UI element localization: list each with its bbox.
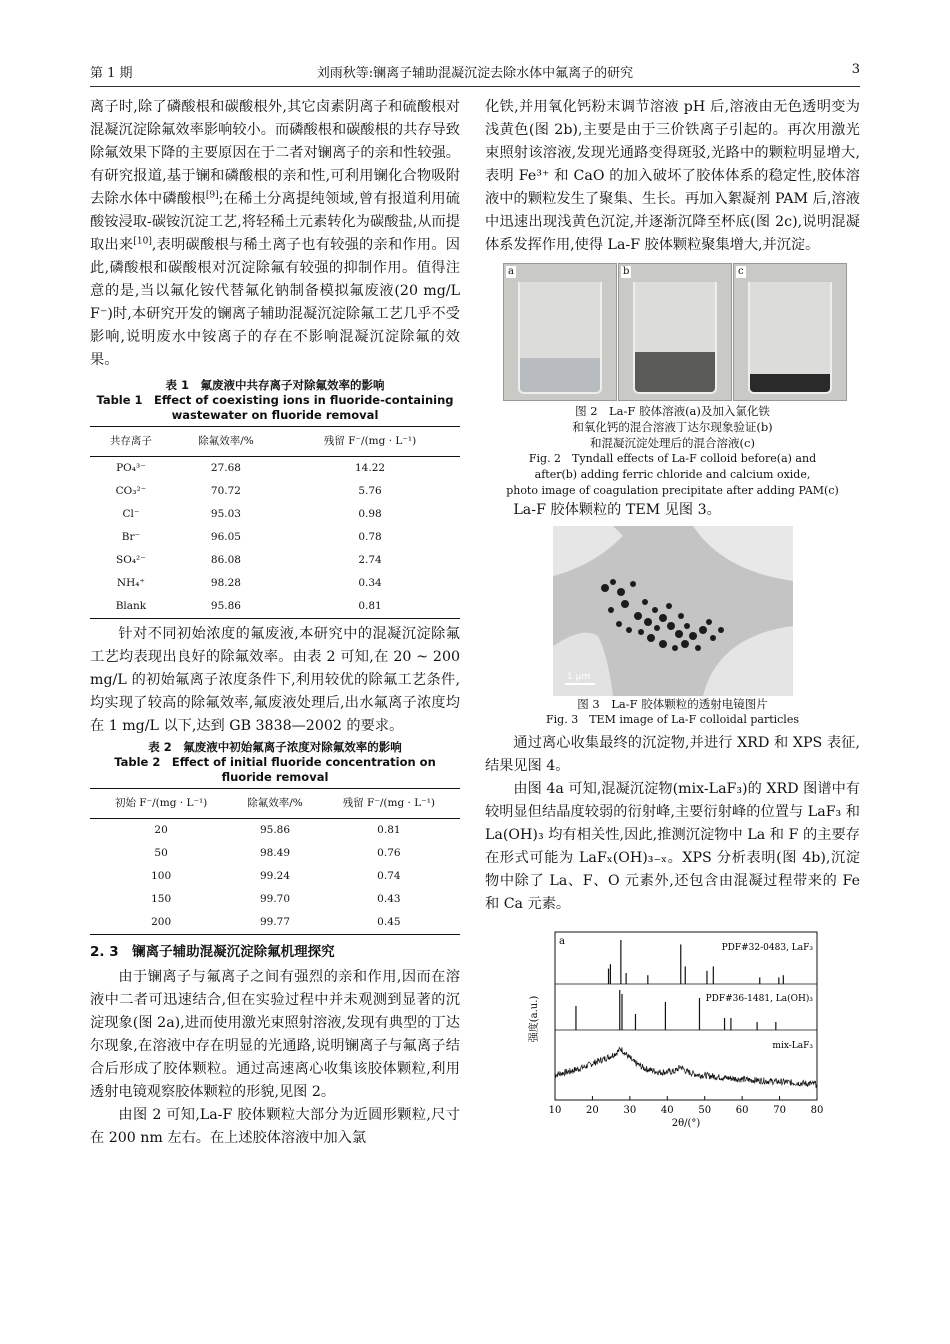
citation: [10] <box>133 236 152 247</box>
xrd-plot <box>525 924 825 1129</box>
figure-3-caption-cn: 图 3 La-F 胶体颗粒的透射电镜图片 <box>577 697 768 711</box>
table-row <box>90 888 460 911</box>
table-caption-en: Table 1 Effect of coexisting ions in fluoride-containing wastewater on fluoride removal <box>96 393 454 422</box>
table-row <box>90 572 460 595</box>
column-header: 初始 F⁻/(mg · L⁻¹) <box>90 789 232 819</box>
x-tick-label: 70 <box>773 1105 786 1116</box>
table-cell: 200 <box>90 911 232 935</box>
photo-c <box>733 263 847 401</box>
header-rule <box>90 86 860 87</box>
table-cell: Blank <box>90 595 172 619</box>
x-axis-label: 2θ/(°) <box>671 1118 701 1129</box>
table-cell: 98.28 <box>210 577 241 589</box>
beaker-c <box>748 282 832 394</box>
xrd-marks <box>549 940 824 1116</box>
precipitate-c <box>750 374 830 392</box>
table-row <box>90 842 460 865</box>
table-cell: 95.86 <box>259 824 291 836</box>
photo-label: b <box>623 266 630 277</box>
legend-mix-laf3: mix-LaF₃ <box>772 1041 813 1051</box>
text-run: ;在稀土分离提纯领域,曾有报道利用硫酸铵浸取-碳铵沉淀工艺,将轻稀土元素转化为碳酸盐,从而提取出来 <box>90 191 460 253</box>
photo-label: c <box>738 266 744 277</box>
paragraph-mechanism: 由于镧离子与氟离子之间有强烈的亲和作用,因而在溶液中二者可迅速结合,但在实验过程中并未观测到显著的沉淀现象(图 2a),进而使用激光束照射溶液,发现有典型的丁达尔现象,在溶液中存在明显的光通路,说明镧离子与氟离子结合后形成了胶体颗粒。通过高速离心收集该胶体颗粒,利用透射电镜观察胶体颗粒的形貌,见图 2。 <box>90 969 460 1100</box>
paragraph-initial-concentration: 针对不同初始浓度的氟废液,本研究中的混凝沉淀除氟工艺均表现出良好的除氟效率。由表 2 可知,在 20 ~ 200 mg/L 的初始氟离子浓度条件下,利用较优的除氟工艺条件,均实现了较高的除氟效率,氟废液处理后,出水氟离子浓度均在 1 mg/L 以下,达到 GB 3838—2002 的要求。 <box>90 626 460 734</box>
legend-la-oh3: PDF#36-1481, La(OH)₃ <box>705 994 813 1004</box>
x-tick-label: 40 <box>660 1105 674 1116</box>
table-2-grid <box>90 788 460 935</box>
caption-line: Fig. 2 Tyndall effects of La-F colloid before(a) and <box>528 452 817 465</box>
table-caption-cn: 表 1 氟废液中共存离子对除氟效率的影响 <box>165 378 385 392</box>
table-cell: 0.81 <box>377 824 401 836</box>
photo-label: a <box>508 266 514 277</box>
legend-laf3: PDF#32-0483, LaF₃ <box>721 943 813 953</box>
table-caption-cn: 表 2 氟废液中初始氟离子浓度对除氟效率的影响 <box>148 740 402 754</box>
page-number: 3 <box>851 62 860 77</box>
running-title: 刘雨秋等:镧离子辅助混凝沉淀去除水体中氟离子的研究 <box>316 66 634 81</box>
table-cell: 99.70 <box>259 893 291 905</box>
table-cell: NH₄⁺ <box>116 577 145 589</box>
table-cell: 0.34 <box>358 577 382 589</box>
table-cell: 0.43 <box>377 893 401 905</box>
table-cell: 0.74 <box>377 870 401 882</box>
table-cell: 70.72 <box>210 485 241 497</box>
tem-micrograph <box>553 526 793 696</box>
paragraph-coexisting-ions <box>90 96 460 372</box>
x-tick-label: 80 <box>810 1105 824 1116</box>
table-cell: Cl⁻ <box>122 508 140 520</box>
table-cell: 99.77 <box>232 911 318 935</box>
paragraph-tem-intro: La-F 胶体颗粒的 TEM 见图 3。 <box>513 502 721 518</box>
table-cell: SO₄²⁻ <box>116 554 146 566</box>
caption-line: photo image of coagulation precipitate after adding PAM(c) <box>506 484 839 497</box>
figure-2-photos <box>485 263 860 403</box>
beaker-a <box>518 282 602 394</box>
table-cell: 2.74 <box>358 554 382 566</box>
table-cell: 95.86 <box>172 595 280 619</box>
table-row <box>90 865 460 888</box>
table-cell: 98.49 <box>259 847 291 859</box>
photo-a <box>503 263 617 401</box>
plot-frame <box>555 932 817 1100</box>
scale-bar-label: 1 μm <box>566 672 590 682</box>
tem-image <box>553 526 793 696</box>
left-column <box>90 96 460 1150</box>
table-cell: 95.03 <box>210 508 241 520</box>
figure-2-caption-cn <box>485 403 860 451</box>
beaker-b <box>633 282 717 394</box>
table-row <box>90 503 460 526</box>
paragraph-fig2-discussion: 由图 2 可知,La-F 胶体颗粒大部分为近圆形颗粒,尺寸在 200 nm 左右。在上述胶体溶液中加入氯 <box>90 1107 460 1146</box>
table-caption-en: Table 2 Effect of initial fluoride concentration on fluoride removal <box>114 755 436 784</box>
table-cell: Br⁻ <box>121 531 141 543</box>
table-cell: 96.05 <box>210 531 241 543</box>
table-row <box>90 819 460 843</box>
panel-label: a <box>559 936 565 947</box>
right-column <box>485 96 860 1129</box>
table-cell: 86.08 <box>210 554 241 566</box>
table-2 <box>90 740 460 935</box>
table-cell: 0.81 <box>280 595 460 619</box>
x-tick-label: 30 <box>623 1105 637 1116</box>
issue-number: 第 1 期 <box>90 66 133 81</box>
photo-b <box>618 263 732 401</box>
table-cell: 99.24 <box>259 870 291 882</box>
table-1-grid <box>90 426 460 619</box>
figure-3-caption-en: Fig. 3 TEM image of La-F colloidal particles <box>546 713 799 726</box>
mix-laf3-pattern <box>555 1047 817 1087</box>
column-header: 残留 F⁻/(mg · L⁻¹) <box>318 789 460 819</box>
table-cell: 0.76 <box>377 847 401 859</box>
caption-line: 和混凝沉淀处理后的混合溶液(c) <box>590 436 755 450</box>
x-tick-label: 10 <box>548 1105 562 1116</box>
table-cell: 20 <box>154 824 168 836</box>
x-tick-label: 20 <box>586 1105 599 1116</box>
column-header: 除氟效率/% <box>172 427 280 457</box>
section-heading: 2. 3 镧离子辅助混凝沉淀除氟机理探究 <box>90 944 335 960</box>
y-axis-label: 强度(a.u.) <box>529 995 540 1043</box>
table-row <box>90 595 460 619</box>
table-cell: 150 <box>151 893 172 905</box>
table-cell: PO₄³⁻ <box>116 462 146 474</box>
table-cell: 100 <box>151 870 172 882</box>
table-row <box>90 457 460 481</box>
table-1 <box>90 378 460 619</box>
caption-line: 图 2 La-F 胶体溶液(a)及加入氯化铁 <box>575 404 770 418</box>
paragraph-xrd-analysis: 由图 4a 可知,混凝沉淀物(mix-LaF₃)的 XRD 图谱中有较明显但结晶度较弱的衍射峰,主要衍射峰的位置与 LaF₃ 和 La(OH)₃ 均有相关性,因此,推测沉淀物中 La 和 F 的主要存在形式可能为 LaFₓ(OH)₃₋ₓ。XPS 分析表明(图 4b),沉淀物中除了 La、F、O 元素外,还包含由混凝过程带来的 Fe 和 Ca 元素。 <box>485 781 860 912</box>
table-row <box>90 480 460 503</box>
caption-line: 和氧化钙的混合溶液丁达尔现象验证(b) <box>572 420 773 434</box>
xrd-chart <box>525 924 825 1129</box>
text-run: ,表明碳酸根与稀土离子也有较强的亲和作用。因此,磷酸根和碳酸根对沉淀除氟有较强的抑制作用。值得注意的是,当以氟化铵代替氟化钠制备模拟氟废液(20 mg/L F⁻)时,本研究开发的镧离子辅助混凝沉淀除氟工艺几乎不受影响,说明废水中铵离子的存在不影响混凝沉淀除氟的效果。 <box>90 237 460 368</box>
x-tick-label: 50 <box>698 1105 712 1116</box>
table-row <box>90 526 460 549</box>
table-cell: 0.98 <box>358 508 382 520</box>
solution-a <box>520 358 600 392</box>
text-run: 离子时,除了磷酸根和碳酸根外,其它卤素阴离子和硫酸根对混凝沉淀除氟效率影响较小。而磷酸根和碳酸根的共存导致除氟效果下降的主要原因在于二者对镧离子的亲和性较强。有研究报道,基于镧和磷酸根的亲和性,可利用镧化合物吸附去除水体中磷酸根 <box>90 99 460 207</box>
citation: [9] <box>205 190 219 201</box>
table-cell: 14.22 <box>355 462 386 474</box>
column-header: 残留 F⁻/(mg · L⁻¹) <box>280 427 460 457</box>
x-tick-label: 60 <box>735 1105 749 1116</box>
table-cell: 5.76 <box>358 485 382 497</box>
column-header: 共存离子 <box>90 427 172 457</box>
table-row <box>90 911 460 935</box>
paragraph-ferric-chloride: 化铁,并用氧化钙粉末调节溶液 pH 后,溶液由无色透明变为浅黄色(图 2b),主要是由于三价铁离子引起的。再次用激光束照射该溶液,发现光通路变得斑驳,光路中的颗粒明显增大,表明 Fe³⁺ 和 CaO 的加入破坏了胶体体系的稳定性,胶体溶液中的颗粒发生了聚集、生长。再加入絮凝剂 PAM 后,溶液中迅速出现浅黄色沉淀,并逐渐沉降至杯底(图 2c),说明混凝体系发挥作用,使得 La-F 胶体颗粒聚集增大,并沉淀。 <box>485 99 860 253</box>
caption-line: after(b) adding ferric chloride and calcium oxide, <box>534 468 811 481</box>
table-cell: 0.45 <box>318 911 460 935</box>
page-header <box>90 62 860 84</box>
table-cell: CO₃²⁻ <box>115 485 147 497</box>
table-cell: 27.68 <box>210 462 241 474</box>
solution-b <box>635 352 715 392</box>
paragraph-xrd-intro: 通过离心收集最终的沉淀物,并进行 XRD 和 XPS 表征,结果见图 4。 <box>485 735 860 774</box>
figure-2-caption-en <box>485 451 860 499</box>
table-cell: 0.78 <box>358 531 382 543</box>
table-cell: 50 <box>154 847 168 859</box>
table-row <box>90 549 460 572</box>
column-header: 除氟效率/% <box>232 789 318 819</box>
